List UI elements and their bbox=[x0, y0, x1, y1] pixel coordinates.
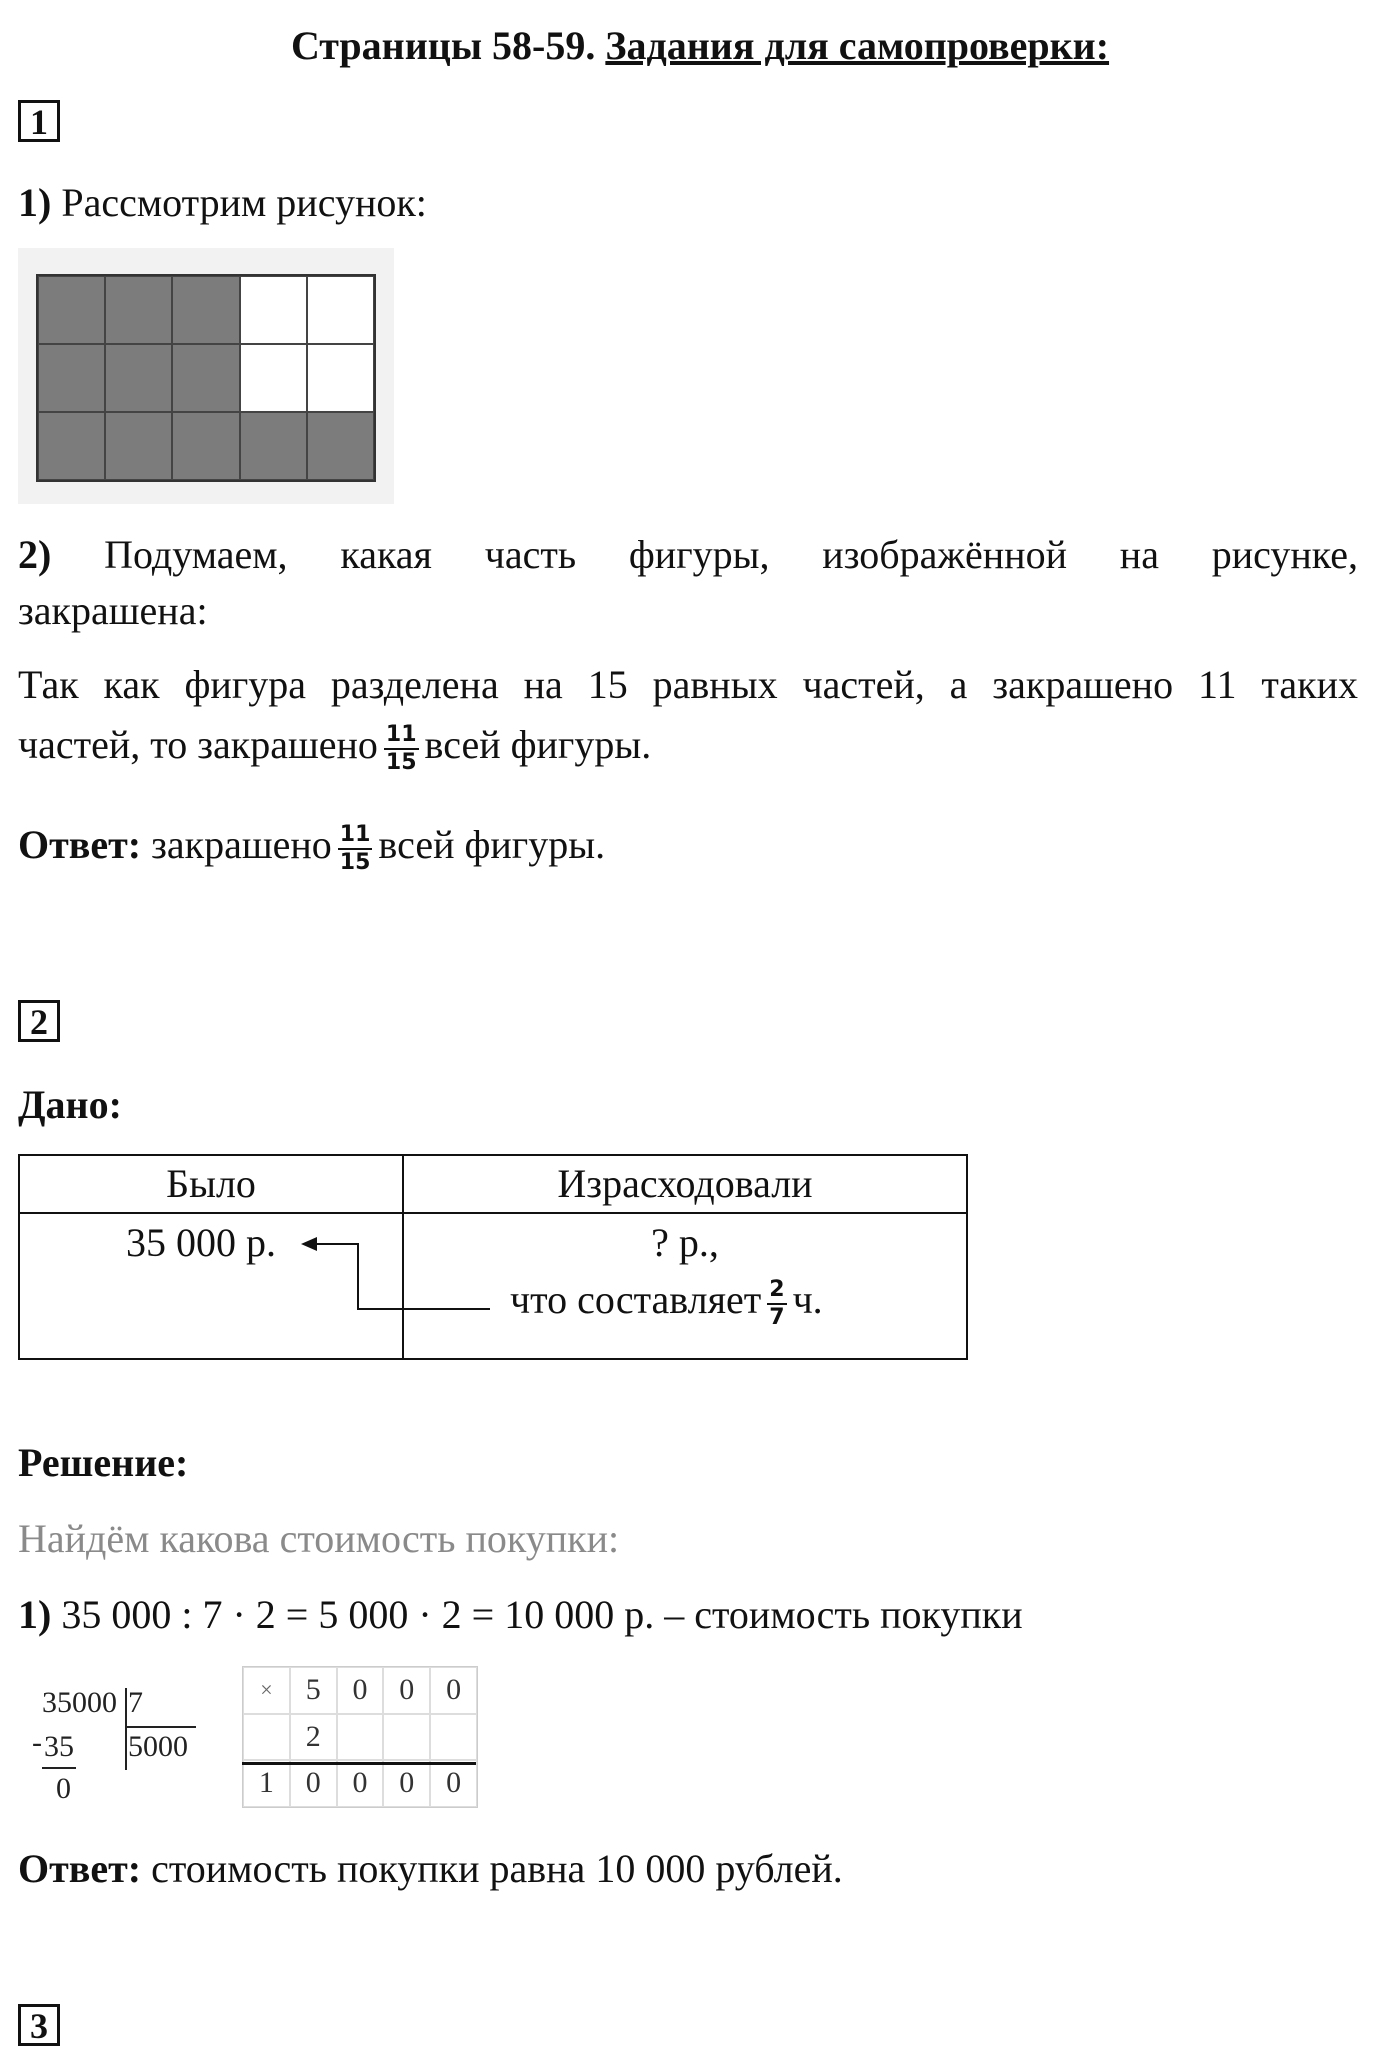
multiplication-digit bbox=[383, 1714, 430, 1761]
multiplication-digit: 5 bbox=[290, 1667, 337, 1714]
explanation-pre: частей, то закрашено bbox=[18, 722, 378, 768]
answer-text: стоимость покупки равна 10 000 рублей. bbox=[151, 1846, 843, 1891]
col-header-was: Было bbox=[19, 1155, 403, 1213]
multiplication-digit bbox=[243, 1714, 290, 1761]
task1-item2-cont: закрашена: bbox=[18, 588, 208, 633]
task-number-2: 2 bbox=[18, 1000, 60, 1042]
subtrahend: 35 bbox=[44, 1730, 74, 1763]
item-text: Рассмотрим рисунок: bbox=[61, 180, 427, 225]
fraction-numerator: 11 bbox=[338, 822, 373, 850]
task2-answer bbox=[18, 1846, 843, 1892]
answer-label: Ответ: bbox=[18, 1846, 142, 1891]
item-number: 1) bbox=[18, 180, 52, 225]
multiplication-digit: 0 bbox=[430, 1760, 477, 1807]
page-range: Страницы 58-59. bbox=[290, 23, 596, 68]
share-pre: что составляет bbox=[510, 1277, 762, 1322]
division-lines bbox=[0, 0, 260, 1820]
task-number-3: 3 bbox=[18, 2004, 60, 2046]
task-number-1: 1 bbox=[18, 100, 60, 142]
multiplication-grid bbox=[242, 1666, 478, 1808]
dividend: 35000 bbox=[42, 1686, 117, 1719]
explanation-post: всей фигуры. bbox=[424, 722, 652, 768]
answer-post: всей фигуры. bbox=[378, 822, 606, 868]
multiplication-digit: 1 bbox=[243, 1760, 290, 1807]
quotient: 5000 bbox=[128, 1730, 188, 1763]
fraction-numerator: 11 bbox=[384, 722, 419, 750]
fraction-denominator: 15 bbox=[385, 750, 417, 775]
solution-hint: Найдём какова стоимость покупки: bbox=[18, 1516, 620, 1561]
share-post: ч. bbox=[792, 1277, 823, 1322]
multiplication-digit bbox=[337, 1714, 384, 1761]
minus-sign: - bbox=[32, 1726, 42, 1759]
multiplication-digit bbox=[430, 1714, 477, 1761]
answer-pre: закрашено bbox=[151, 822, 332, 868]
multiplication-digit: 0 bbox=[290, 1760, 337, 1807]
multiplication-result-line bbox=[242, 1762, 476, 1765]
multiplication-digit: 0 bbox=[430, 1667, 477, 1714]
was-amount: 35 000 р. bbox=[126, 1220, 276, 1265]
step-text: 35 000 : 7 · 2 = 5 000 · 2 = 10 000 р. – стоимость покупки bbox=[61, 1592, 1023, 1637]
explanation-line-1: Так как фигура разделена на 15 равных частей, а закрашено 11 таких bbox=[18, 662, 1358, 707]
answer-label: Ответ: bbox=[18, 822, 142, 868]
multiplication-digit: 0 bbox=[383, 1760, 430, 1807]
remainder: 0 bbox=[56, 1772, 71, 1805]
item-text: Подумаем, какая часть фигуры, изображённой на рисунке, bbox=[104, 532, 1359, 577]
multiplication-digit: 0 bbox=[337, 1667, 384, 1714]
fraction-denominator: 15 bbox=[339, 850, 371, 875]
item-number: 2) bbox=[18, 532, 52, 577]
step-number: 1) bbox=[18, 1592, 52, 1637]
col-header-spent: Израсходовали bbox=[403, 1155, 967, 1213]
solution-label: Решение: bbox=[18, 1440, 189, 1485]
fraction-denominator: 7 bbox=[769, 1304, 785, 1330]
spent-amount: ? р., bbox=[651, 1220, 719, 1265]
multiplication-digit: 0 bbox=[337, 1760, 384, 1807]
multiply-sign: × bbox=[243, 1667, 290, 1714]
divisor: 7 bbox=[128, 1686, 143, 1719]
given-label: Дано: bbox=[18, 1082, 122, 1127]
multiplication-digit: 0 bbox=[383, 1667, 430, 1714]
multiplication-digit: 2 bbox=[290, 1714, 337, 1761]
section-title: Задания для самопроверки: bbox=[605, 23, 1110, 68]
fraction-numerator: 2 bbox=[767, 1277, 786, 1305]
